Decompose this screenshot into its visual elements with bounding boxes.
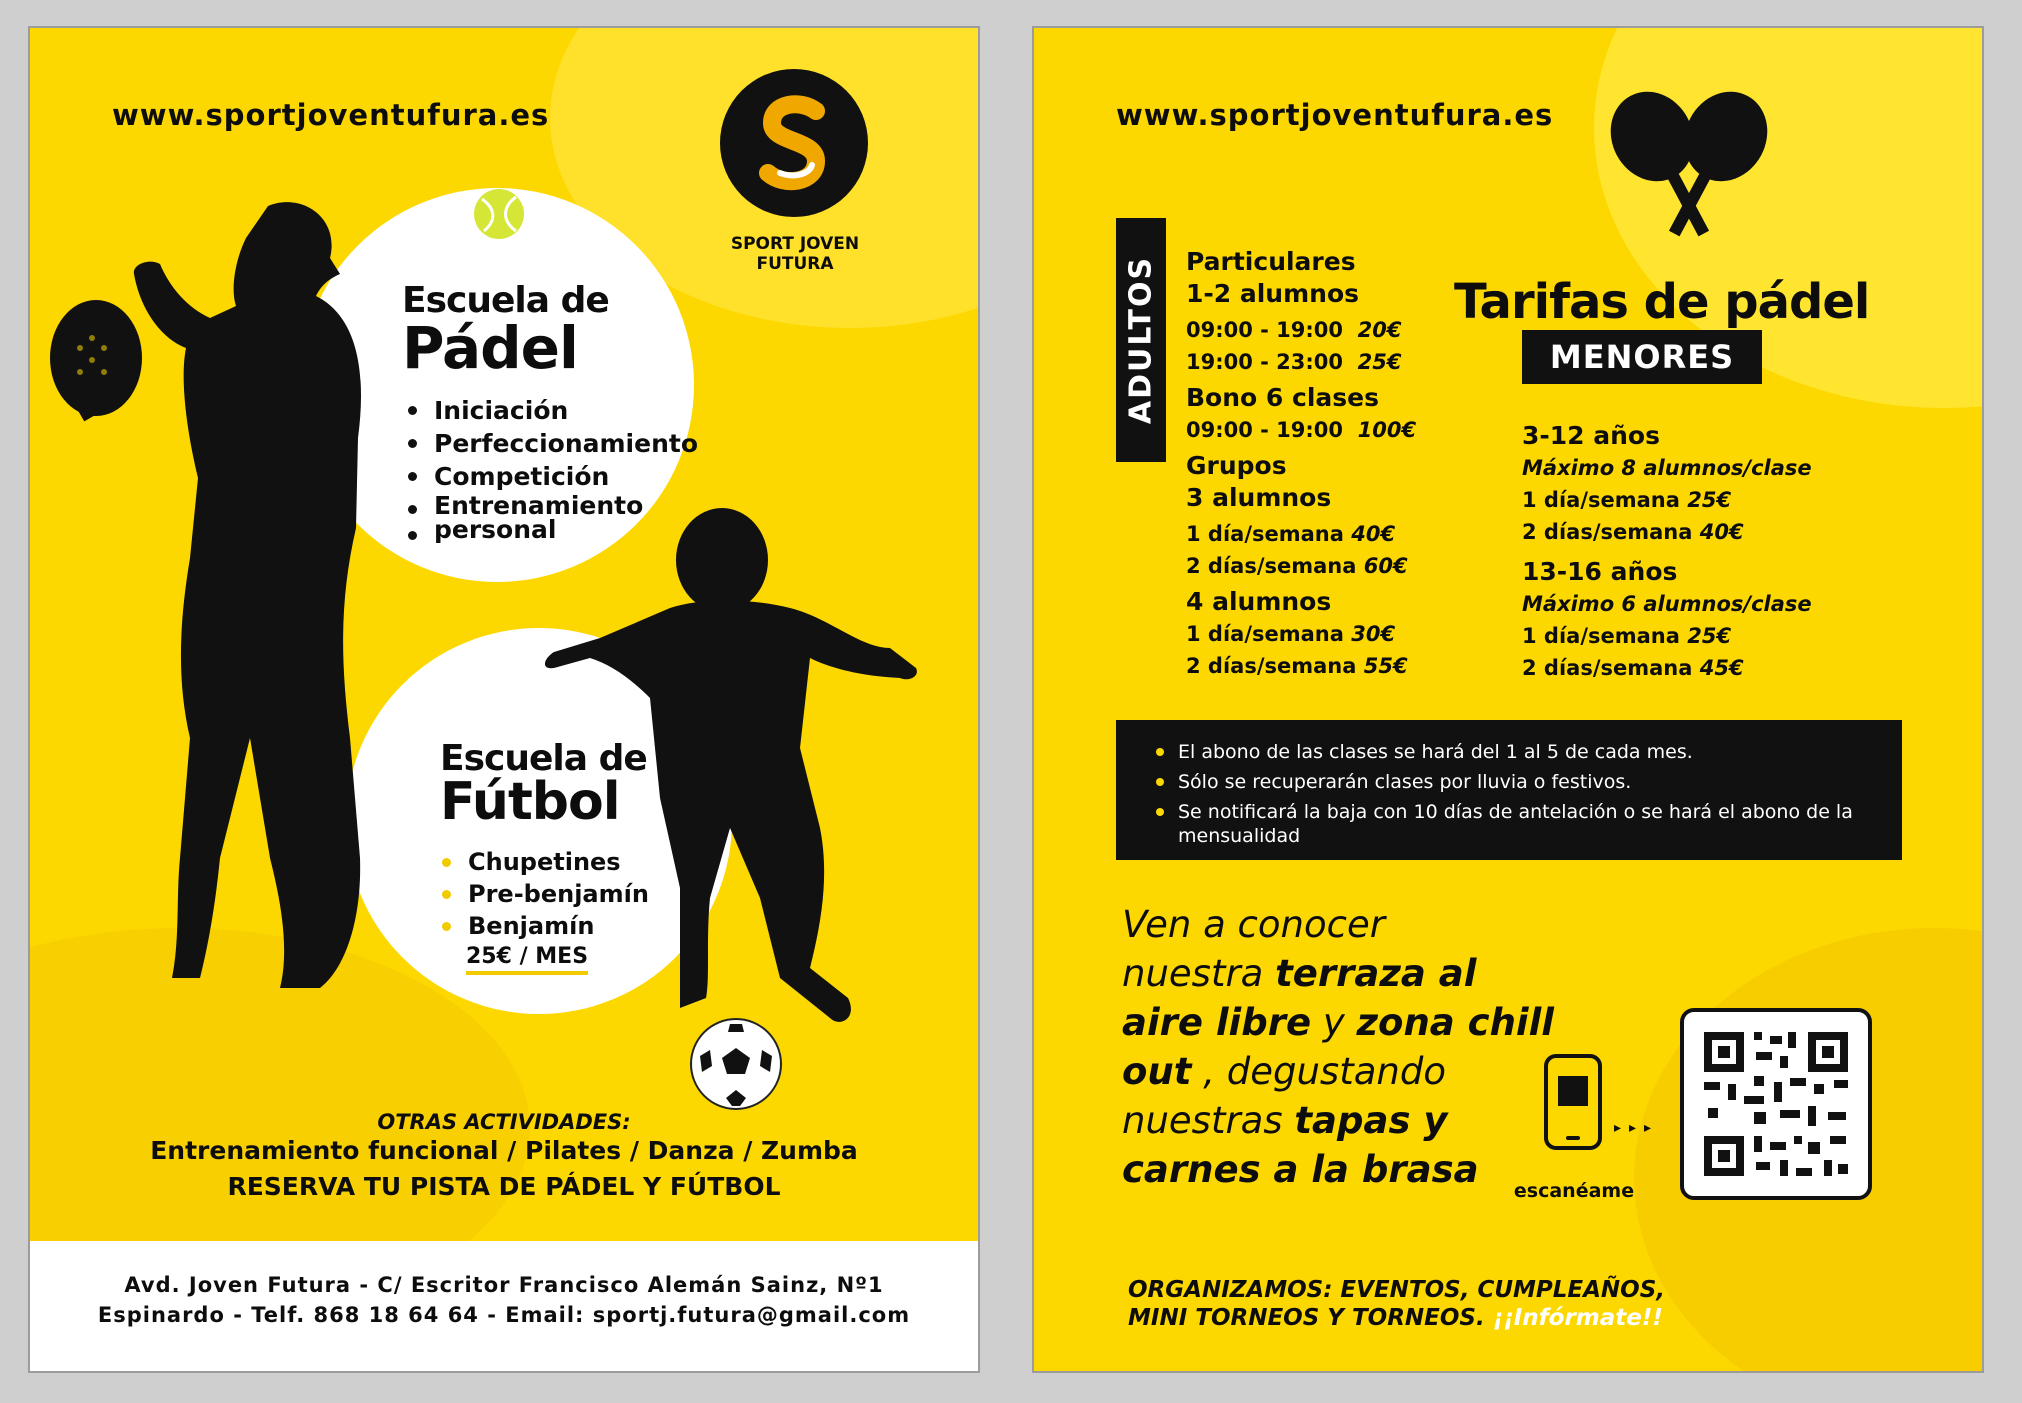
promo-highlight: aire libre <box>1122 1001 1312 1044</box>
phone-home-bar <box>1566 1136 1580 1140</box>
events-line: ORGANIZAMOS: EVENTOS, CUMPLEAÑOS, <box>1128 1277 1666 1303</box>
address-line: Avd. Joven Futura - C/ Escritor Francisco Alemán Sainz, Nº1 <box>124 1273 884 1297</box>
brand-name: SPORT JOVEN FUTURA <box>730 234 860 274</box>
price-label: 1 día/semana <box>1186 622 1344 646</box>
list-item: Competición <box>408 460 698 493</box>
price-value: 25€ <box>1357 350 1402 374</box>
promo-line: nuestra <box>1122 952 1276 995</box>
s-logo-icon <box>720 69 868 217</box>
price-value: 100€ <box>1357 418 1417 442</box>
particulares-heading: Particulares <box>1186 247 1356 276</box>
list-item: Benjamín <box>442 910 649 942</box>
menores-prices <box>1522 420 1862 684</box>
list-item: Iniciación <box>408 394 698 427</box>
price-time: 19:00 - 23:00 <box>1186 350 1344 374</box>
promo-highlight: carnes a la brasa <box>1122 1148 1479 1191</box>
website-url[interactable]: www.sportjoventufura.es <box>112 98 550 132</box>
list-item-continuation: personal <box>408 519 698 541</box>
soccer-ball-icon <box>690 1018 782 1110</box>
events-cta: ¡¡Infórmate!! <box>1492 1305 1663 1331</box>
max-students-note: Máximo 8 alumnos/clase <box>1522 456 1812 480</box>
padel-ball-icon <box>474 189 524 239</box>
price-label: 2 días/semana <box>1186 654 1357 678</box>
futbol-title-line1: Escuela de <box>440 738 647 779</box>
qr-pattern-icon <box>1684 1012 1868 1196</box>
promo-highlight: out <box>1122 1050 1192 1093</box>
promo-line: , degustando <box>1191 1050 1446 1093</box>
brand-logo <box>720 69 868 217</box>
note-item: Se notificará la baja con 10 días de antelación o se hará el abono de la mensualidad <box>1152 800 1874 848</box>
list-item: Pre-benjamín <box>442 878 649 910</box>
contact-line[interactable]: Espinardo - Telf. 868 18 64 64 - Email: sportj.futura@gmail.com <box>97 1303 911 1327</box>
four-students-heading: 4 alumnos <box>1186 587 1332 616</box>
promo-highlight: zona chill <box>1356 1001 1554 1044</box>
price-label: 2 días/semana <box>1522 520 1693 544</box>
adultos-label-box <box>1116 218 1166 462</box>
other-activities-list: Entrenamiento funcional / Pilates / Danza / Zumba <box>150 1136 858 1165</box>
adultos-prices <box>1186 246 1486 682</box>
price-value: 30€ <box>1351 622 1396 646</box>
events-banner <box>1128 1276 1665 1332</box>
reserve-court-text: RESERVA TU PISTA DE PÁDEL Y FÚTBOL <box>227 1172 781 1201</box>
promo-highlight: terraza al <box>1275 952 1477 995</box>
price-time: 09:00 - 19:00 <box>1186 418 1344 442</box>
age-group-heading: 13-16 años <box>1522 557 1678 586</box>
note-item: Sólo se recuperarán clases por lluvia o festivos. <box>1152 770 1874 794</box>
age-group-heading: 3-12 años <box>1522 421 1660 450</box>
promo-line: y <box>1311 1001 1357 1044</box>
terrace-promo <box>1122 900 1554 1194</box>
grupos-heading: Grupos <box>1186 451 1287 480</box>
pricing-title: Tarifas de pádel <box>1454 274 1870 330</box>
promo-line: nuestras <box>1122 1099 1295 1142</box>
price-label: 1 día/semana <box>1186 522 1344 546</box>
price-value: 45€ <box>1699 656 1744 680</box>
price-label: 2 días/semana <box>1522 656 1693 680</box>
price-label: 1 día/semana <box>1522 488 1680 512</box>
padel-title-line1: Escuela de <box>402 280 609 321</box>
price-value: 60€ <box>1363 554 1408 578</box>
mini-qr-icon <box>1558 1076 1588 1106</box>
price-time: 09:00 - 19:00 <box>1186 318 1344 342</box>
futbol-title-line2: Fútbol <box>440 772 620 832</box>
scan-label: escanéame <box>1513 1180 1635 1202</box>
price-value: 40€ <box>1699 520 1744 544</box>
promo-line: Ven a conocer <box>1122 903 1385 946</box>
grupos-subheading: 3 alumnos <box>1186 483 1332 512</box>
futbol-categories-list <box>442 846 649 942</box>
menores-label: MENORES <box>1522 330 1762 384</box>
phone-icon <box>1544 1054 1602 1150</box>
particulares-subheading: 1-2 alumnos <box>1186 279 1360 308</box>
conditions-notes <box>1116 720 1902 860</box>
price-value: 20€ <box>1357 318 1402 342</box>
arrow-icon: ▸▸▸ <box>1614 1120 1660 1136</box>
list-item: Perfeccionamiento <box>408 427 698 460</box>
price-value: 25€ <box>1687 488 1732 512</box>
padel-title-line2: Pádel <box>402 314 578 382</box>
list-item: Entrenamiento <box>408 493 698 519</box>
website-url[interactable]: www.sportjoventufura.es <box>1116 98 1554 132</box>
padel-player-silhouette <box>40 178 460 1038</box>
price-label: 1 día/semana <box>1522 624 1680 648</box>
crossed-rackets-icon <box>1594 80 1784 250</box>
right-flyer-page <box>1034 28 1982 1371</box>
futbol-price: 25€ / MES <box>466 944 588 975</box>
left-flyer-page <box>30 28 978 1371</box>
price-value: 40€ <box>1351 522 1396 546</box>
other-activities-heading: OTRAS ACTIVIDADES: <box>377 1110 631 1134</box>
max-students-note: Máximo 6 alumnos/clase <box>1522 592 1812 616</box>
price-label: 2 días/semana <box>1186 554 1357 578</box>
bono-heading: Bono 6 clases <box>1186 383 1379 412</box>
qr-code[interactable] <box>1680 1008 1872 1200</box>
adultos-label: ADULTOS <box>1123 255 1159 425</box>
list-item: Chupetines <box>442 846 649 878</box>
promo-highlight: tapas y <box>1294 1099 1448 1142</box>
price-value: 25€ <box>1687 624 1732 648</box>
contact-footer <box>30 1241 978 1371</box>
price-value: 55€ <box>1363 654 1408 678</box>
note-item: El abono de las clases se hará del 1 al 5 de cada mes. <box>1152 740 1874 764</box>
events-line: MINI TORNEOS Y TORNEOS. <box>1128 1305 1493 1331</box>
